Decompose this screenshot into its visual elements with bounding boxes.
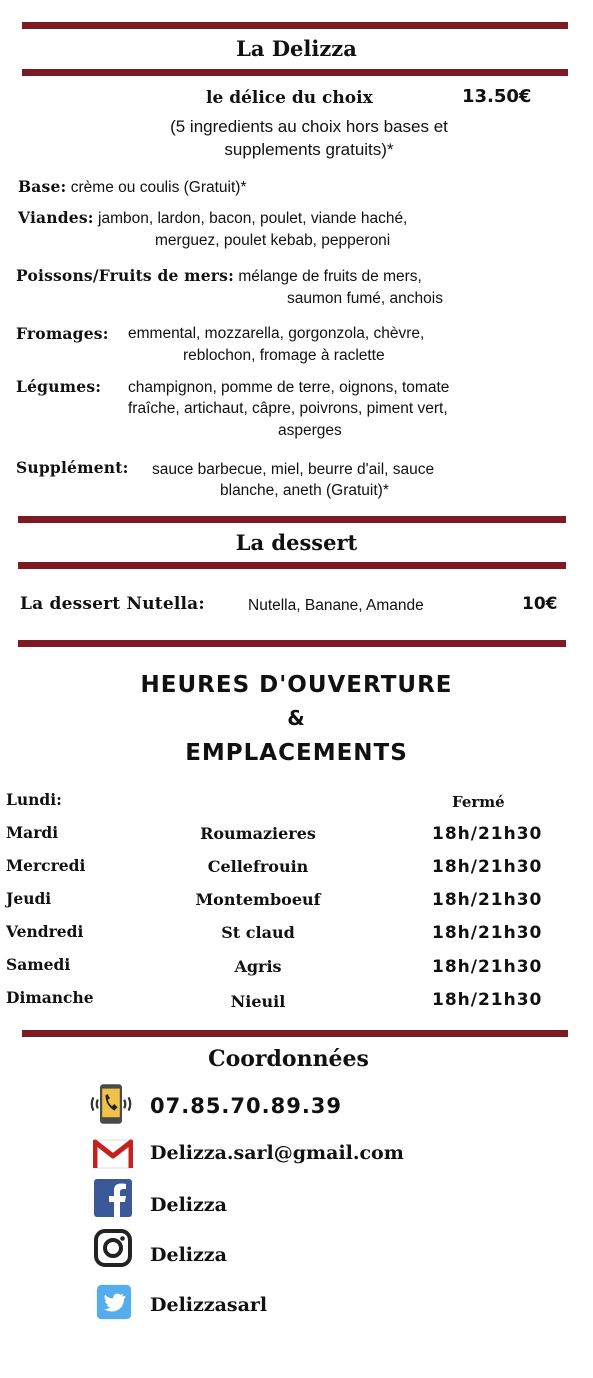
dessert-ingredients: Nutella, Banane, Amande [248,597,424,614]
instagram-icon [93,1228,133,1268]
ingredient-text: reblochon, fromage à raclette [183,347,385,364]
twitter-icon [96,1284,132,1320]
ingredient-label: Poissons/Fruits de mers: [16,266,235,285]
hours-location: Cellefrouin [207,857,309,876]
divider [22,1030,568,1037]
phone-number[interactable]: 07.85.70.89.39 [150,1094,343,1118]
ingredient-row-legumes [16,377,101,397]
hours-time: 18h/21h30 [432,890,543,910]
hours-day: Mercredi [6,856,86,875]
ingredient-text: crème ou coulis (Gratuit)* [66,179,247,196]
hours-time: 18h/21h30 [432,990,543,1010]
hours-day: Vendredi [6,922,84,941]
ingredient-row-supplement [16,458,129,478]
gmail-icon [93,1134,133,1174]
divider [18,516,566,523]
ingredient-text: fraîche, artichaut, câpre, poivrons, piment vert, [128,400,448,417]
ingredient-text: mélange de fruits de mers, [234,268,422,285]
section-title-dessert: La dessert [235,530,358,555]
ingredient-text: emmental, mozzarella, gorgonzola, chèvre, [128,325,425,342]
divider [22,69,568,76]
ingredient-row-poissons [16,266,422,287]
hours-time: 18h/21h30 [432,957,543,977]
hours-time: Fermé [452,793,505,811]
contact-title: Coordonnées [208,1046,369,1072]
ingredient-row-viandes [18,208,407,229]
hours-time: 18h/21h30 [432,824,543,844]
section-title-pizza: La Delizza [236,36,357,61]
divider [18,562,566,569]
twitter-handle[interactable]: Delizzasarl [150,1294,268,1316]
pizza-item-name: le délice du choix [206,88,373,108]
dessert-item-name: La dessert Nutella: [20,594,205,614]
pizza-note-line1: (5 ingredients au choix hors bases et [170,117,448,136]
divider [18,640,566,647]
ingredient-text: jambon, lardon, bacon, poulet, viande haché, [93,210,408,227]
hours-title-amp: & [287,706,306,730]
hours-location: Nieuil [230,992,286,1011]
ingredient-label: Supplément: [16,458,129,477]
phone-icon [88,1082,134,1126]
ingredient-label: Fromages: [16,324,109,343]
ingredient-text: asperges [278,422,342,439]
hours-location: St claud [221,923,295,942]
ingredient-row-base [18,177,247,198]
dessert-item [20,594,205,614]
ingredient-text: saumon fumé, anchois [287,290,443,307]
facebook-handle[interactable]: Delizza [150,1194,227,1216]
pizza-note-line2: supplements gratuits)* [224,140,394,159]
ingredient-label: Légumes: [16,377,102,396]
hours-location: Montemboeuf [195,890,321,909]
hours-day: Lundi: [6,790,62,809]
ingredient-text: merguez, poulet kebab, pepperoni [155,232,391,249]
hours-title-line2: EMPLACEMENTS [185,740,408,766]
hours-title-line1: HEURES D'OUVERTURE [140,672,453,698]
ingredient-text: sauce barbecue, miel, beurre d'ail, sauce [152,461,435,478]
hours-day: Dimanche [6,988,94,1007]
hours-location: Roumazieres [200,824,316,843]
ingredient-label: Base: [18,177,67,196]
hours-day: Samedi [6,955,71,974]
email-address[interactable]: Delizza.sarl@gmail.com [150,1142,404,1164]
divider [22,22,568,29]
facebook-icon [93,1178,133,1218]
hours-time: 18h/21h30 [432,923,543,943]
hours-location: Agris [234,957,282,976]
hours-day: Mardi [6,823,59,842]
pizza-price: 13.50€ [462,86,532,107]
ingredient-text: blanche, aneth (Gratuit)* [220,482,389,499]
ingredient-row-fromages [16,324,109,344]
instagram-handle[interactable]: Delizza [150,1244,227,1266]
ingredient-text: champignon, pomme de terre, oignons, tomate [128,379,450,396]
hours-day: Jeudi [6,889,52,908]
ingredient-label: Viandes: [18,208,94,227]
dessert-price: 10€ [522,594,558,614]
hours-time: 18h/21h30 [432,857,543,877]
